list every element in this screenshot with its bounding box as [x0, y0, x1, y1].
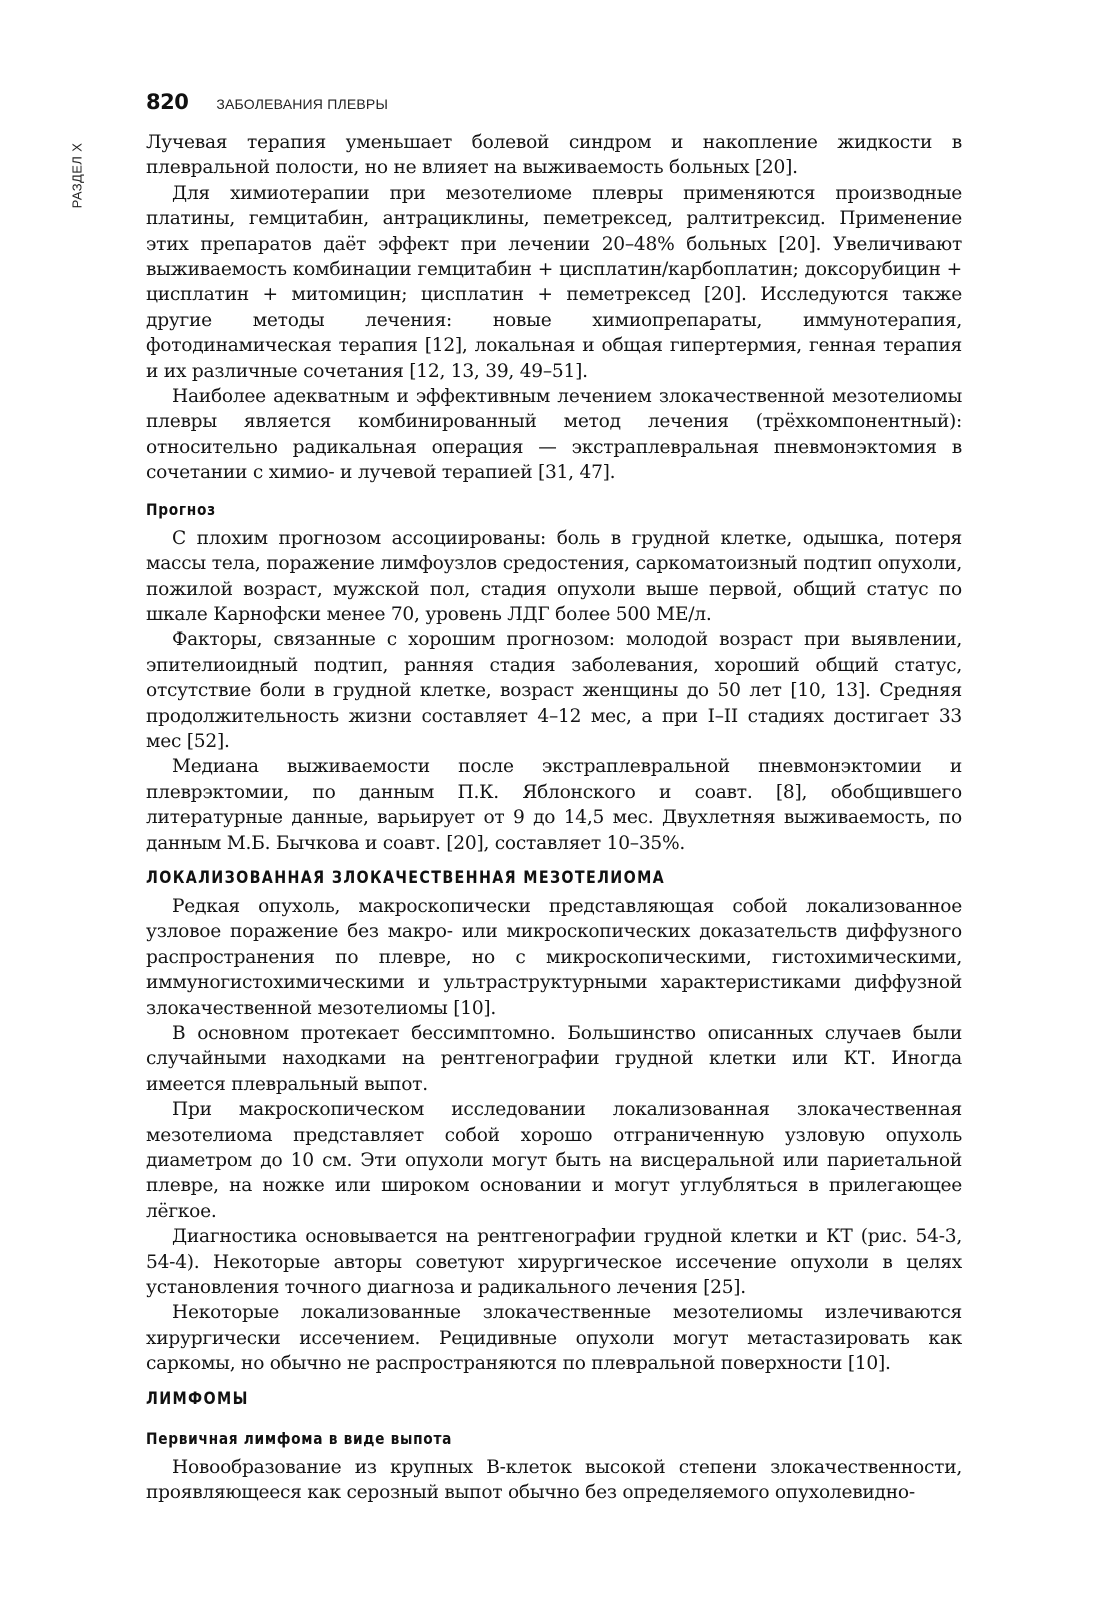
paragraph-diagnostics: Диагностика основывается на рентгенографии грудной клетки и КТ (рис. 54-3, 54-4). Некоторые авторы советуют хирургическое иссечение опухоли в целях установления точного диагноза и радикального лечения [25]. [146, 1226, 962, 1299]
paragraph-surgical-cure: Некоторые локализованные злокачественные мезотелиомы излечиваются хирургически иссечением. Рецидивные опухоли могут метастазировать как саркомы, но обычно не распространяются по плевральной поверхности [10]. [146, 1302, 962, 1375]
page-number: 820 [146, 90, 189, 114]
heading-lymphomas: ЛИМФОМЫ [146, 1388, 249, 1409]
running-title: ЗАБОЛЕВАНИЯ ПЛЕВРЫ [216, 96, 389, 112]
paragraph-poor-prognosis: С плохим прогнозом ассоциированы: боль в грудной клетке, одышка, потеря массы тела, поражение лимфоузлов средостения, саркоматоизный подтип опухоли, пожилой возраст, мужской пол, стадия опухоли выше первой, общий статус по шкале Карнофски менее 70, уровень ЛДГ более 500 МЕ/л. [146, 527, 962, 625]
paragraph-rare-tumor: Редкая опухоль, макроскопически представляющая собой локализованное узловое поражение без макро- или микроскопических доказательств диффузного распространения по плевре, но с микроскопическими, гистохимическими, иммуногистохимическими и ультраструктурными характеристиками диффузной злокачественной мезотелиомы [10]. [146, 895, 962, 1019]
heading-primary-effusion-lymphoma: Первичная лимфома в виде выпота [146, 1428, 453, 1448]
paragraph-asymptomatic: В основном протекает бессимптомно. Большинство описанных случаев были случайными находками на рентгенографии грудной клетки или КТ. Иногда имеется плевральный выпот. [146, 1023, 962, 1095]
paragraph-combined-treatment: Наиболее адекватным и эффективным лечением злокачественной мезотелиомы плевры является комбинированный метод лечения (трёхкомпонентный): относительно радикальная операция — экстраплевральная пневмонэктомия в сочетании с химио- и лучевой терапией [31, 47]. [146, 386, 962, 484]
main-text [146, 130, 962, 1506]
paragraph-median-survival: Медиана выживаемости после экстраплевральной пневмонэктомии и плеврэктомии, по данным П.К. Яблонского и соавт. [8], обобщившего литературные данные, варьирует от 9 до 14,5 мес. Двухлетняя выживаемость, по данным М.Б. Бычкова и соавт. [20], составляет 10–35%. [146, 756, 962, 854]
paragraph-b-cell-neoplasm: Новообразование из крупных В-клеток высокой степени злокачественности, проявляющееся как серозный выпот обычно без определяемого опухолевидно- [146, 1456, 962, 1504]
running-head [146, 90, 388, 116]
section-side-label: РАЗДЕЛ X [69, 142, 85, 209]
heading-localized-mesothelioma: ЛОКАЛИЗОВАННАЯ ЗЛОКАЧЕСТВЕННАЯ МЕЗОТЕЛИОМА [146, 867, 666, 888]
section-side-tab [64, 140, 90, 212]
heading-prognosis: Прогноз [146, 499, 216, 519]
paragraph-macroscopic: При макроскопическом исследовании локализованная злокачественная мезотелиома представляет собой хорошо отграниченную узловую опухоль диаметром до 10 см. Эти опухоли могут быть на висцеральной или париетальной плевре, на ножке или широком основании и могут углубляться в прилегающее лёгкое. [146, 1099, 962, 1222]
paragraph-good-prognosis: Факторы, связанные с хорошим прогнозом: молодой возраст при выявлении, эпителиоидный подтип, ранняя стадия заболевания, хороший общий статус, отсутствие боли в грудной клетке, возраст женщины до 50 лет [10, 13]. Средняя продолжительность жизни составляет 4–12 мес, а при I–II стадиях достигает 33 мес [52]. [146, 629, 962, 752]
paragraph-radiotherapy: Лучевая терапия уменьшает болевой синдром и накопление жидкости в плевральной полости, но не влияет на выживаемость больных [20]. [146, 132, 962, 179]
paragraph-chemotherapy: Для химиотерапии при мезотелиоме плевры применяются производные платины, гемцитабин, антрациклины, пеметрексед, ралтитрексид. Применение этих препаратов даёт эффект при лечении 20–48% больных [20]. Увеличивают выживаемость комбинации гемцитабин + цисплатин/карбоплатин; доксорубицин + цисплатин + митомицин; цисплатин + пеметрексед [20]. Исследуются также другие методы лечения: новые химиопрепараты, иммунотерапия, фотодинамическая терапия [12], локальная и общая гипертермия, генная терапия и их различные сочетания [12, 13, 39, 49–51]. [146, 182, 962, 382]
